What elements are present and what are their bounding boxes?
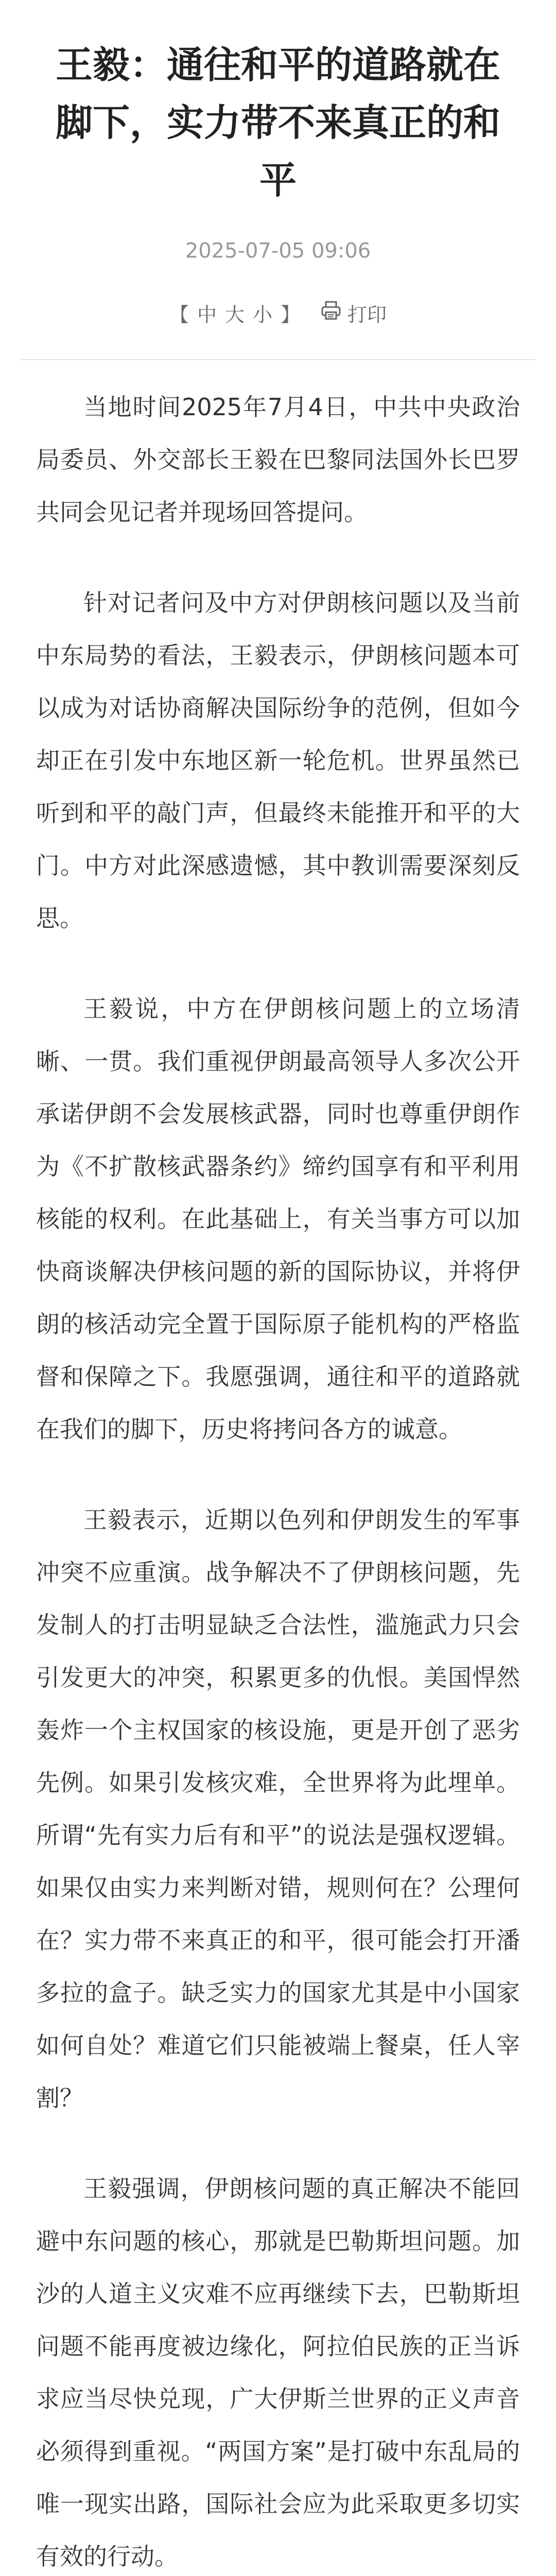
article-paragraph: 王毅说，中方在伊朗核问题上的立场清晰、一贯。我们重视伊朗最高领导人多次公开承诺伊朗不会发展核武器，同时也尊重伊朗作为《不扩散核武器条约》缔约国享有和平利用核能的权利。在此基础上，有关当事方可以加快商谈解决伊核问题的新的国际协议，并将伊朗的核活动完全置于国际原子能机构的严格监督和保障之下。我愿强调，通往和平的道路就在我们的脚下，历史将拷问各方的诚意。 — [36, 995, 520, 1443]
font-size-bracket-open: 【 — [169, 303, 189, 326]
article-toolbar — [0, 299, 556, 327]
publish-date: 2025-07-05 09:06 — [185, 239, 371, 263]
print-button[interactable] — [321, 299, 387, 327]
article-paragraph: 王毅表示，近期以色列和伊朗发生的军事冲突不应重演。战争解决不了伊朗核问题，先发制人的打击明显缺乏合法性，滥施武力只会引发更大的冲突，积累更多的仇恨。美国悍然轰炸一个主权国家的核设施，更是开创了恶劣先例。如果引发核灾难，全世界将为此埋单。所谓“先有实力后有和平”的说法是强权逻辑。如果仅由实力来判断对错，规则何在？公理何在？实力带不来真正的和平，很可能会打开潘多拉的盒子。缺乏实力的国家尤其是中小国家如何自处？难道它们只能被端上餐桌，任人宰割？ — [36, 1506, 520, 2112]
font-size-selector — [169, 299, 300, 327]
article-body — [0, 360, 556, 2576]
font-size-small-button[interactable]: 小 — [253, 303, 273, 326]
print-label: 打印 — [348, 303, 387, 326]
printer-icon — [321, 301, 341, 325]
font-size-bracket-close: 】 — [281, 303, 301, 326]
article-paragraph: 王毅强调，伊朗核问题的真正解决不能回避中东问题的核心，那就是巴勒斯坦问题。加沙的人道主义灾难不应再继续下去，巴勒斯坦问题不能再度被边缘化，阿拉伯民族的正当诉求应当尽快兑现，广大伊斯兰世界的正义声音必须得到重视。“两国方案”是打破中东乱局的唯一现实出路，国际社会应为此采取更多切实有效的行动。 — [36, 2175, 520, 2570]
font-size-large-button[interactable]: 中 — [197, 303, 217, 326]
article-paragraph: 针对记者问及中方对伊朗核问题以及当前中东局势的看法，王毅表示，伊朗核问题本可以成为对话协商解决国际纷争的范例，但如今却正在引发中东地区新一轮危机。世界虽然已听到和平的敲门声，但最终未能推开和平的大门。中方对此深感遗憾，其中教训需要深刻反思。 — [36, 589, 520, 932]
font-size-medium-button[interactable]: 大 — [224, 303, 245, 326]
article-paragraph: 当地时间2025年7月4日，中共中央政治局委员、外交部长王毅在巴黎同法国外长巴罗共同会见记者并现场回答提问。 — [36, 393, 520, 526]
article-title: 王毅：通往和平的道路就在脚下，实力带不来真正的和平 — [55, 43, 500, 202]
